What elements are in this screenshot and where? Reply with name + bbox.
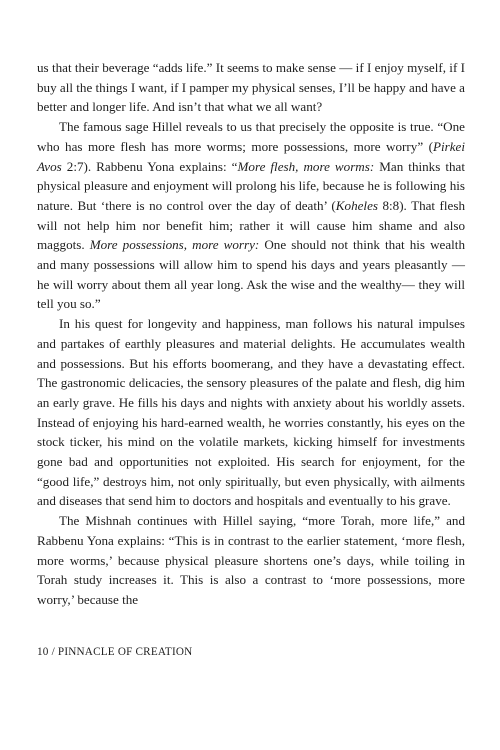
paragraph-3 [37, 314, 465, 511]
paragraph-4 [37, 511, 465, 610]
page-body [37, 58, 465, 610]
text-run: us that their beverage “adds life.” It seems to make sense — if I enjoy myself, if I buy all the things I want, if I pamper my physical senses, I’ll be happy and have a better and longer life. And isn’t that what we all want? [37, 60, 465, 115]
text-run: 2:7). Rabbenu Yona explains: “ [61, 158, 238, 174]
italic-text: More flesh, more worms: [237, 158, 375, 174]
text-run: 8:8). That flesh will not help him nor benefit him; rather it will cause him shame and also maggots. [37, 197, 465, 253]
footer-separator: / [51, 646, 55, 658]
running-title: PINNACLE OF CREATION [57, 646, 193, 658]
italic-text: Pirkei Avos [37, 138, 465, 174]
text-run: One should not think that his wealth and many possessions will allow him to spend his days and years pleasantly — he will worry about them all year long. Ask the wise and the wealthy— they will tell you so.” [37, 237, 465, 312]
text-run: The Mishnah continues with Hillel saying, “more Torah, more life,” and Rabbenu Yona explains: “This is in contrast to the earlier statement, ‘more flesh, more worms,’ because physical pleasure shortens one’s days, while toiling in Torah study increases it. This is also a contrast to ‘more possessions, more worry,’ because the [37, 513, 465, 607]
paragraph-2 [37, 117, 465, 314]
paragraph-1 [37, 58, 465, 117]
page-footer [37, 646, 192, 658]
text-run: In his quest for longevity and happiness, man follows his natural impulses and partakes of earthly pleasures and material delights. He accumulates wealth and possessions. But his efforts boomerang, and they have a devastating effect. The gastronomic delicacies, the sensory pleasures of the palate and flesh, dig him an early grave. He fills his days and nights with anxiety about his worldly assets. Instead of enjoying his hard-earned wealth, he worries constantly, his eyes on the stock ticker, his mind on the volatile markets, kicking himself for investments gone bad and opportunities not exploited. His search for enjoyment, for the “good life,” destroys him, not only spiritually, but even physically, with ailments and diseases that send him to doctors and hospitals and eventually to his grave. [37, 316, 465, 509]
text-run: The famous sage Hillel reveals to us that precisely the opposite is true. “One who has more flesh has more worms; more possessions, more worry” ( [37, 119, 465, 154]
page-number: 10 [37, 646, 49, 658]
text-run: Man thinks that physical pleasure and enjoyment will prolong his life, because he is following his nature. But ‘there is no control over the day of death’ ( [37, 158, 465, 213]
italic-text: Koheles [335, 197, 378, 213]
italic-text: More possessions, more worry: [89, 237, 260, 253]
